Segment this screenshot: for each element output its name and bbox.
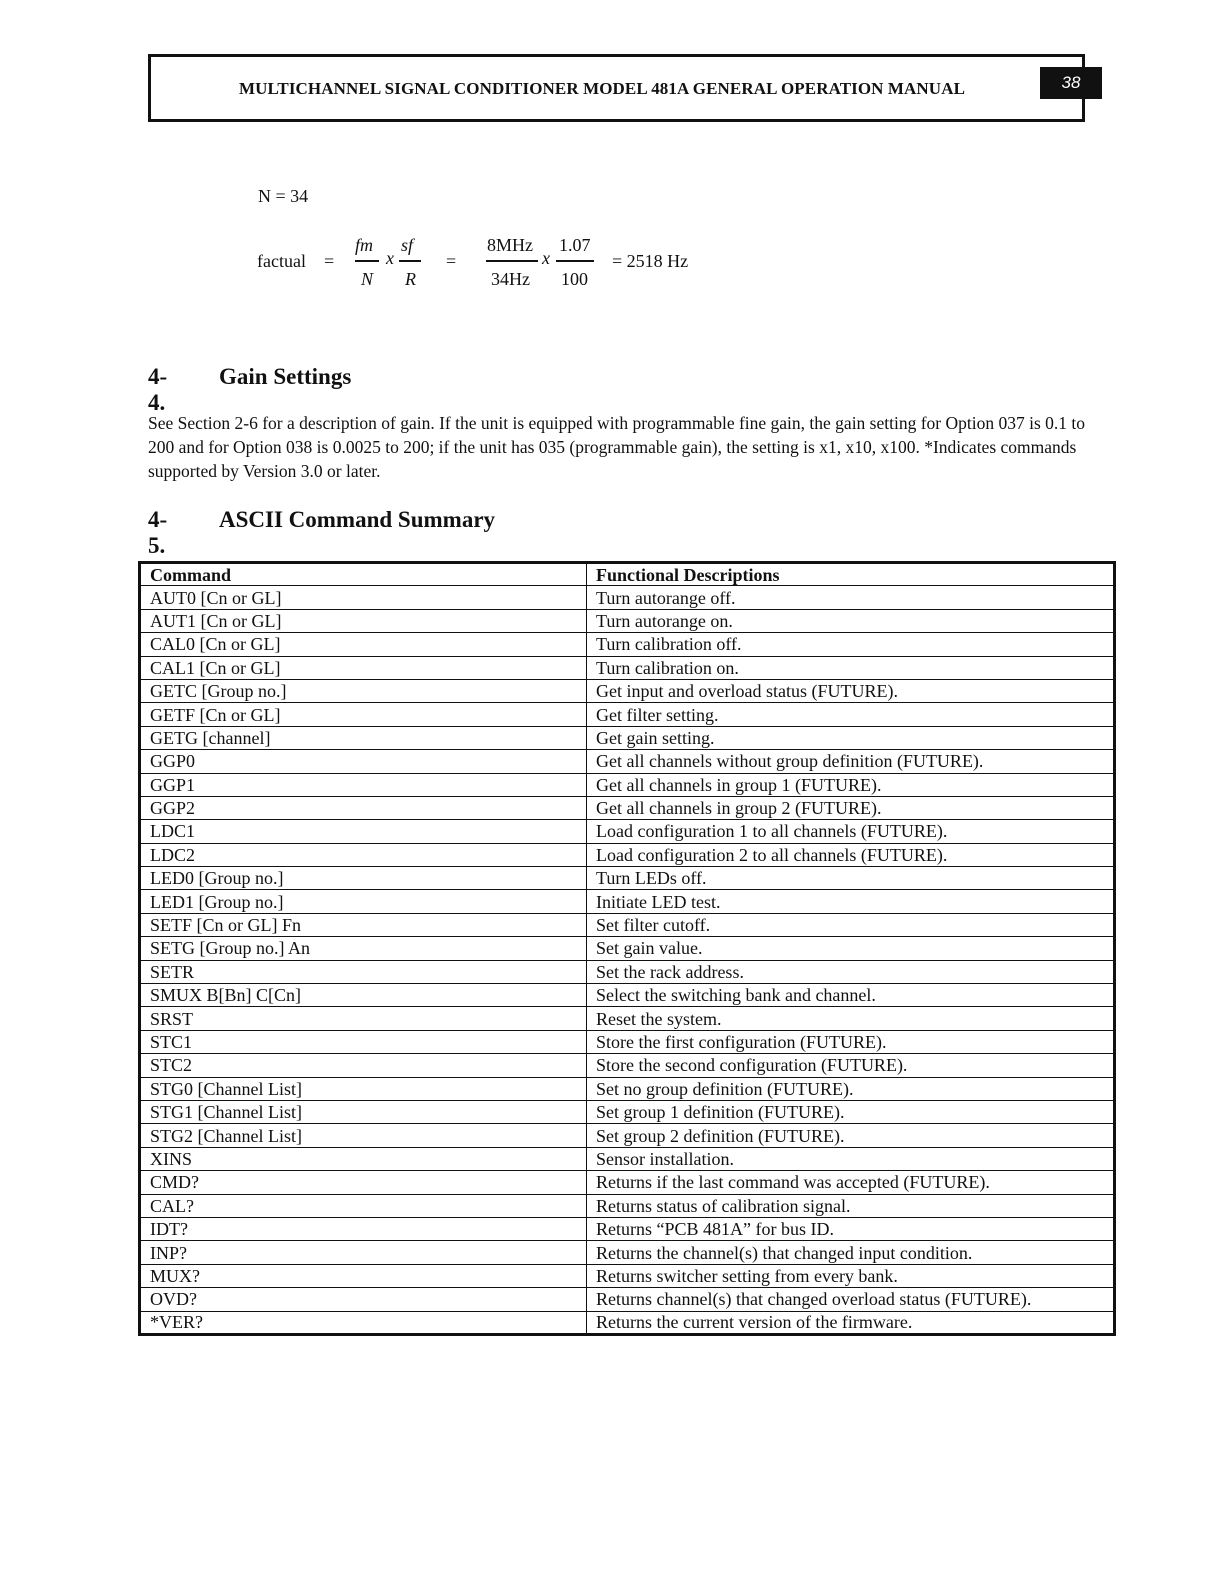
command-cell: CAL? [140, 1194, 587, 1217]
description-cell: Returns “PCB 481A” for bus ID. [587, 1217, 1115, 1240]
section-number: 4-5. [148, 507, 168, 558]
description-cell: Returns the current version of the firmware. [587, 1311, 1115, 1334]
description-cell: Returns switcher setting from every bank. [587, 1264, 1115, 1287]
description-cell: Select the switching bank and channel. [587, 984, 1115, 1007]
table-body [140, 586, 1115, 1335]
command-cell: IDT? [140, 1217, 587, 1240]
formula-label: factual [257, 251, 306, 271]
table-row [140, 703, 1115, 726]
table-row [140, 586, 1115, 609]
command-cell: INP? [140, 1241, 587, 1264]
description-cell: Get filter setting. [587, 703, 1115, 726]
command-cell: CAL1 [Cn or GL] [140, 656, 587, 679]
command-cell: STC1 [140, 1030, 587, 1053]
table-row [140, 984, 1115, 1007]
fraction-denominator-100: 100 [561, 269, 588, 289]
fraction-bar-107 [556, 260, 594, 262]
times-symbol-1: x [386, 248, 394, 268]
command-cell: SETR [140, 960, 587, 983]
table-row [140, 1054, 1115, 1077]
page-number: 38 [1040, 67, 1102, 99]
table-row [140, 890, 1115, 913]
description-cell: Turn autorange off. [587, 586, 1115, 609]
fraction-denominator-n: N [361, 269, 374, 289]
description-cell: Store the second configuration (FUTURE). [587, 1054, 1115, 1077]
description-cell: Returns if the last command was accepted (FUTURE). [587, 1171, 1115, 1194]
fraction-numerator-sf: sf [401, 235, 414, 255]
table-row [140, 679, 1115, 702]
command-cell: MUX? [140, 1264, 587, 1287]
table-row [140, 726, 1115, 749]
gain-description: See Section 2-6 for a description of gain. If the unit is equipped with programmable fine gain, the gain setting for Option 037 is 0.1 to 200 and for Option 038 is 0.0025 to 200; if the unit has 035 (programmable gain), the setting is x1, x10, x100. *Indicates commands supported by Version 3.0 or later. [148, 413, 1086, 481]
description-cell: Get all channels without group definition (FUTURE). [587, 750, 1115, 773]
command-cell: AUT1 [Cn or GL] [140, 609, 587, 632]
command-cell: CMD? [140, 1171, 587, 1194]
table-row [140, 750, 1115, 773]
table-row [140, 1030, 1115, 1053]
table-row [140, 1007, 1115, 1030]
table-row [140, 1264, 1115, 1287]
command-cell: GETG [channel] [140, 726, 587, 749]
command-cell: LDC2 [140, 843, 587, 866]
fraction-bar-8mhz [486, 260, 538, 262]
command-cell: LED1 [Group no.] [140, 890, 587, 913]
table-row [140, 656, 1115, 679]
column-header-command: Command [140, 563, 587, 586]
description-cell: Set no group definition (FUTURE). [587, 1077, 1115, 1100]
section-number: 4-4. [148, 364, 168, 415]
description-cell: Set filter cutoff. [587, 913, 1115, 936]
description-cell: Initiate LED test. [587, 890, 1115, 913]
formula-result: = 2518 Hz [612, 251, 689, 271]
ascii-command-table [138, 561, 1116, 1336]
command-cell: AUT0 [Cn or GL] [140, 586, 587, 609]
fraction-denominator-34hz: 34Hz [491, 269, 530, 289]
table-row [140, 633, 1115, 656]
table-row [140, 867, 1115, 890]
command-cell: SETG [Group no.] An [140, 937, 587, 960]
table-row [140, 796, 1115, 819]
fraction-numerator-8mhz: 8MHz [487, 235, 533, 255]
times-symbol-2: x [542, 248, 550, 268]
table-row [140, 609, 1115, 632]
table-row [140, 1124, 1115, 1147]
command-cell: GETF [Cn or GL] [140, 703, 587, 726]
description-cell: Store the first configuration (FUTURE). [587, 1030, 1115, 1053]
description-cell: Reset the system. [587, 1007, 1115, 1030]
column-header-description: Functional Descriptions [587, 563, 1115, 586]
command-cell: STG2 [Channel List] [140, 1124, 587, 1147]
fraction-numerator-fm: fm [355, 235, 373, 255]
fraction-bar-sf [399, 260, 421, 262]
description-cell: Set group 1 definition (FUTURE). [587, 1100, 1115, 1123]
table-row [140, 1077, 1115, 1100]
table-row [140, 773, 1115, 796]
n-equation: N = 34 [258, 186, 309, 206]
description-cell: Turn calibration on. [587, 656, 1115, 679]
description-cell: Get all channels in group 1 (FUTURE). [587, 773, 1115, 796]
description-cell: Returns channel(s) that changed overload status (FUTURE). [587, 1288, 1115, 1311]
description-cell: Turn calibration off. [587, 633, 1115, 656]
description-cell: Sensor installation. [587, 1147, 1115, 1170]
description-cell: Get gain setting. [587, 726, 1115, 749]
description-cell: Set group 2 definition (FUTURE). [587, 1124, 1115, 1147]
section-title: ASCII Command Summary [219, 507, 496, 532]
table-row [140, 1241, 1115, 1264]
fraction-denominator-r: R [405, 269, 416, 289]
description-cell: Get all channels in group 2 (FUTURE). [587, 796, 1115, 819]
description-cell: Set the rack address. [587, 960, 1115, 983]
manual-title: MULTICHANNEL SIGNAL CONDITIONER MODEL 481A GENERAL OPERATION MANUAL [239, 79, 966, 98]
command-cell: GGP2 [140, 796, 587, 819]
command-cell: *VER? [140, 1311, 587, 1334]
command-cell: OVD? [140, 1288, 587, 1311]
page-header [148, 54, 1085, 122]
command-cell: STG1 [Channel List] [140, 1100, 587, 1123]
description-cell: Set gain value. [587, 937, 1115, 960]
description-cell: Turn LEDs off. [587, 867, 1115, 890]
table-row [140, 1217, 1115, 1240]
table-header-row [140, 563, 1115, 586]
command-cell: SMUX B[Bn] C[Cn] [140, 984, 587, 1007]
command-cell: GGP0 [140, 750, 587, 773]
description-cell: Load configuration 2 to all channels (FUTURE). [587, 843, 1115, 866]
description-cell: Turn autorange on. [587, 609, 1115, 632]
description-cell: Returns status of calibration signal. [587, 1194, 1115, 1217]
command-cell: GGP1 [140, 773, 587, 796]
command-cell: STC2 [140, 1054, 587, 1077]
command-cell: CAL0 [Cn or GL] [140, 633, 587, 656]
description-cell: Load configuration 1 to all channels (FUTURE). [587, 820, 1115, 843]
table-row [140, 1100, 1115, 1123]
table-row [140, 1147, 1115, 1170]
description-cell: Returns the channel(s) that changed input condition. [587, 1241, 1115, 1264]
command-cell: GETC [Group no.] [140, 679, 587, 702]
fraction-bar-fm [355, 260, 379, 262]
table-row [140, 1288, 1115, 1311]
command-cell: SRST [140, 1007, 587, 1030]
table-row [140, 960, 1115, 983]
command-cell: XINS [140, 1147, 587, 1170]
section-title: Gain Settings [219, 364, 352, 389]
formula-equals-2: = [446, 251, 457, 271]
command-cell: SETF [Cn or GL] Fn [140, 913, 587, 936]
description-cell: Get input and overload status (FUTURE). [587, 679, 1115, 702]
command-cell: STG0 [Channel List] [140, 1077, 587, 1100]
table-row [140, 820, 1115, 843]
table-row [140, 843, 1115, 866]
table-row [140, 1171, 1115, 1194]
command-cell: LDC1 [140, 820, 587, 843]
command-cell: LED0 [Group no.] [140, 867, 587, 890]
table-row [140, 1311, 1115, 1334]
fraction-numerator-107: 1.07 [559, 235, 591, 255]
table-row [140, 913, 1115, 936]
table-row [140, 937, 1115, 960]
formula-equals-1: = [324, 251, 335, 271]
table-row [140, 1194, 1115, 1217]
